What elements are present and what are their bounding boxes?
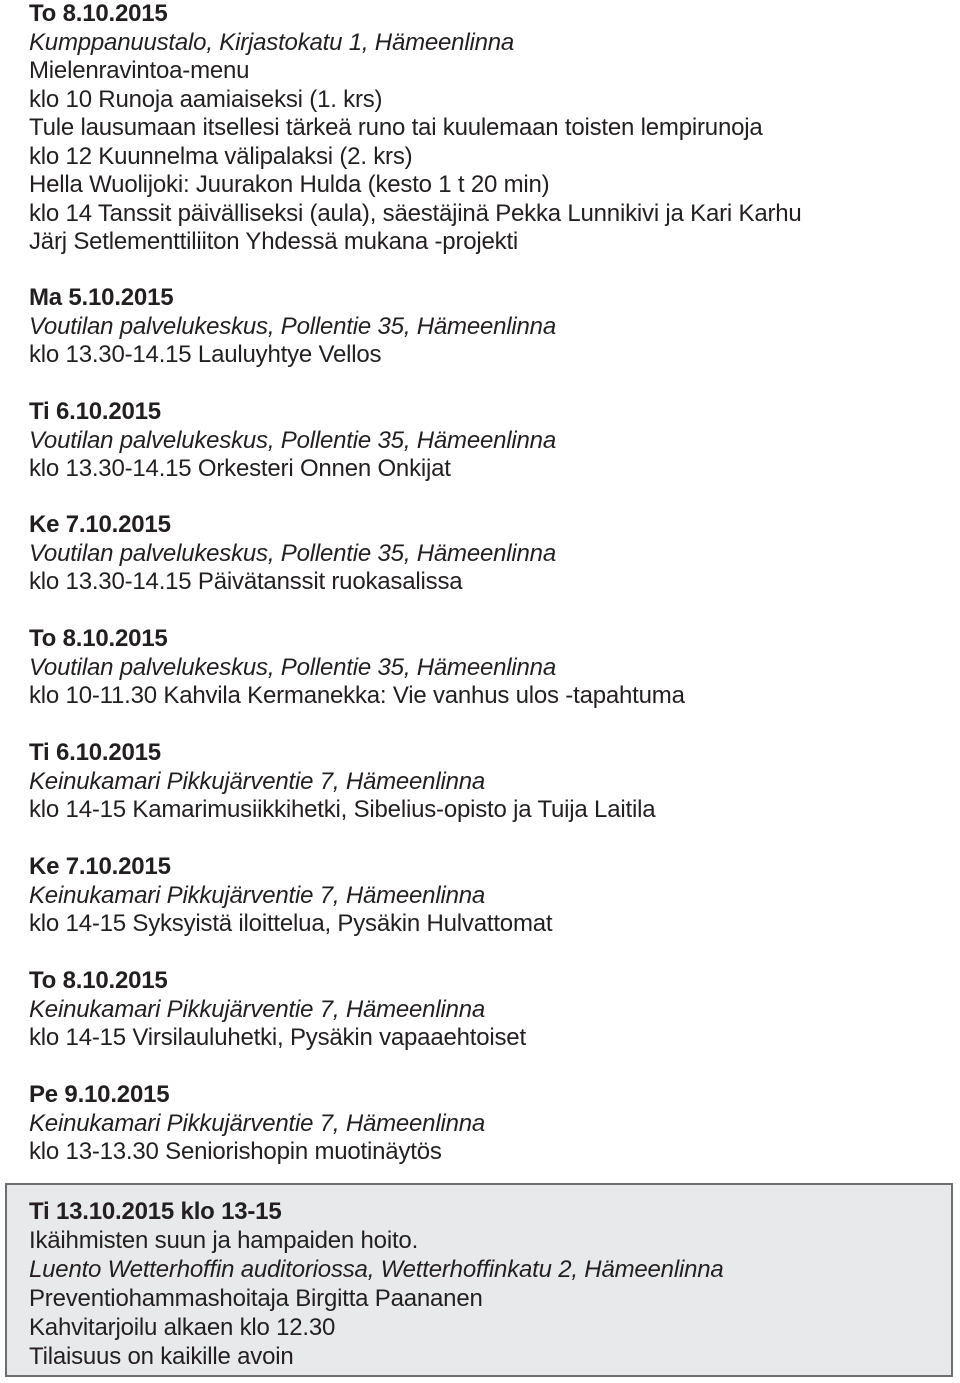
event-entry — [29, 739, 655, 825]
lecture-audience: Tilaisuus on kaikille avoin — [29, 1343, 294, 1370]
event-place: Kumppanuustalo, Kirjastokatu 1, Hämeenlinna — [29, 28, 515, 56]
event-entry — [29, 625, 685, 711]
event-date: Ke 7.10.2015 — [29, 853, 171, 880]
event-date: To 8.10.2015 — [29, 0, 168, 27]
event-detail: klo 14-15 Syksyistä iloittelua, Pysäkin Hulvattomat — [29, 910, 553, 937]
lecture-title: Ikäihmisten suun ja hampaiden hoito. — [29, 1227, 419, 1254]
event-date: Ma 5.10.2015 — [29, 284, 174, 311]
event-detail: Tule lausumaan itsellesi tärkeä runo tai kuulemaan toisten lempirunoja — [29, 114, 763, 141]
event-detail: klo 13.30-14.15 Päivätanssit ruokasalissa — [29, 568, 463, 595]
lecture-date: Ti 13.10.2015 klo 13-15 — [29, 1198, 282, 1225]
event-detail: klo 13.30-14.15 Lauluyhtye Vellos — [29, 341, 382, 368]
event-detail: Mielenravintoa-menu — [29, 57, 250, 84]
event-date: Pe 9.10.2015 — [29, 1081, 170, 1108]
event-detail: klo 12 Kuunnelma välipalaksi (2. krs) — [29, 142, 413, 170]
event-entry — [29, 0, 802, 257]
event-entry — [29, 853, 552, 939]
event-entry — [29, 967, 526, 1053]
event-place: Keinukamari Pikkujärventie 7, Hämeenlinna — [29, 767, 486, 795]
event-place: Voutilan palvelukeskus, Pollentie 35, Hämeenlinna — [29, 653, 556, 681]
event-entry — [29, 284, 556, 370]
event-place: Voutilan palvelukeskus, Pollentie 35, Hämeenlinna — [29, 426, 556, 454]
event-entry — [29, 511, 556, 597]
lecture-content — [29, 1197, 724, 1371]
event-detail: klo 10-11.30 Kahvila Kermanekka: Vie vanhus ulos -tapahtuma — [29, 682, 685, 709]
event-entry — [29, 1081, 485, 1167]
event-detail: klo 14-15 Kamarimusiikkihetki, Sibelius-opisto ja Tuija Laitila — [29, 796, 656, 823]
event-place: Keinukamari Pikkujärventie 7, Hämeenlinna — [29, 995, 486, 1023]
event-place: Keinukamari Pikkujärventie 7, Hämeenlinna — [29, 881, 486, 909]
event-date: Ke 7.10.2015 — [29, 511, 171, 538]
event-date: To 8.10.2015 — [29, 967, 168, 994]
event-place: Voutilan palvelukeskus, Pollentie 35, Hämeenlinna — [29, 539, 556, 567]
event-detail: klo 10 Runoja aamiaiseksi (1. krs) — [29, 85, 383, 113]
event-detail: klo 14-15 Virsilauluhetki, Pysäkin vapaaehtoiset — [29, 1024, 526, 1051]
event-date: Ti 6.10.2015 — [29, 739, 161, 766]
event-date: To 8.10.2015 — [29, 625, 168, 652]
lecture-coffee: Kahvitarjoilu alkaen klo 12.30 — [29, 1314, 336, 1341]
event-date: Ti 6.10.2015 — [29, 398, 161, 425]
event-entry — [29, 398, 556, 484]
event-detail: klo 13-13.30 Seniorishopin muotinäytös — [29, 1138, 442, 1165]
event-detail: Hella Wuolijoki: Juurakon Hulda (kesto 1 t 20 min) — [29, 171, 550, 198]
lecture-place: Luento Wetterhoffin auditoriossa, Wetterhoffinkatu 2, Hämeenlinna — [29, 1256, 724, 1283]
event-place: Keinukamari Pikkujärventie 7, Hämeenlinna — [29, 1109, 486, 1137]
event-detail: klo 14 Tanssit päivälliseksi (aula), säestäjinä Pekka Lunnikivi ja Kari Karhu — [29, 199, 802, 227]
lecture-speaker: Preventiohammashoitaja Birgitta Paananen — [29, 1285, 483, 1312]
lecture-highlight-box — [5, 1183, 953, 1377]
event-detail: klo 13.30-14.15 Orkesteri Onnen Onkijat — [29, 455, 451, 482]
event-place: Voutilan palvelukeskus, Pollentie 35, Hämeenlinna — [29, 312, 556, 340]
event-detail: Järj Setlementtiliiton Yhdessä mukana -projekti — [29, 228, 519, 255]
